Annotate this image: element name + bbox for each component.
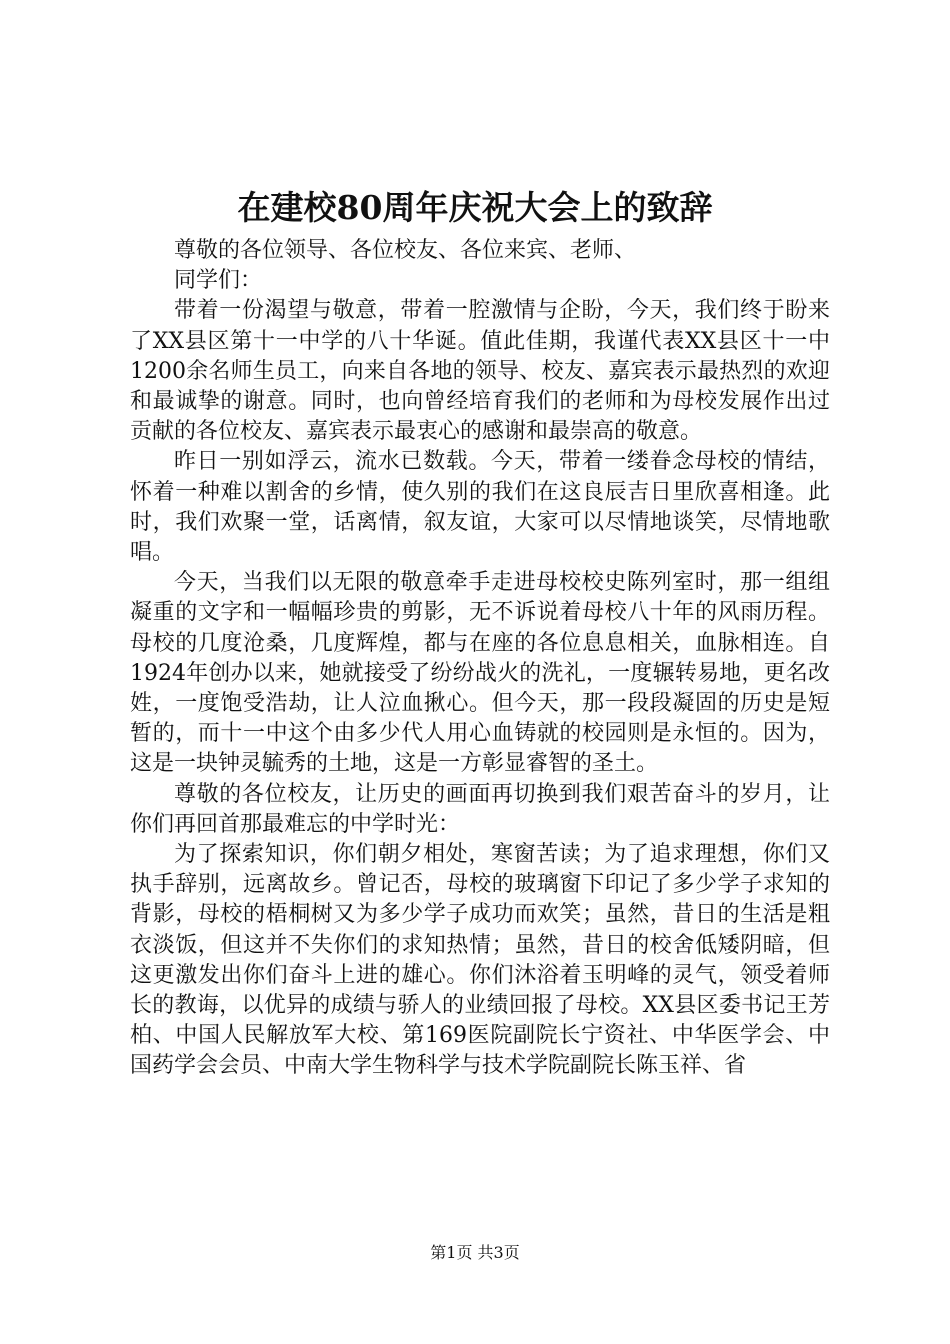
document-title: 在建校80周年庆祝大会上的致辞 [237,188,713,227]
paragraph-1: 带着一份渴望与敬意，带着一腔激情与企盼，今天，我们终于盼来了XX县区第十一中学的八十华诞。值此佳期，我谨代表XX县区十一中1200余名师生员工，向来自各地的领导、校友、嘉宾表示最热烈的欢迎和最诚挚的谢意。同时，也向曾经培育我们的老师和为母校发展作出过贡献的各位校友、嘉宾表示最衷心的感谢和最崇高的敬意。 [130,298,830,445]
salutation-line-2: 同学们： [174,268,263,294]
paragraph-4: 尊敬的各位校友，让历史的画面再切换到我们艰苦奋斗的岁月，让你们再回首那最难忘的中学时光： [130,781,830,837]
paragraph-5: 为了探索知识，你们朝夕相处，寒窗苦读；为了追求理想，你们又执手辞别，远离故乡。曾记否，母校的玻璃窗下印记了多少学子求知的背影，母校的梧桐树又为多少学子成功而欢笑；虽然，昔日的生活是粗衣淡饭，但这并不失你们的求知热情；虽然，昔日的校舍低矮阴暗，但这更激发出你们奋斗上进的雄心。你们沐浴着玉明峰的灵气，领受着师长的教诲，以优异的成绩与骄人的业绩回报了母校。XX县区委书记王芳柏、中国人民解放军大校、第169医院副院长宁资社、中华医学会、中国药学会会员、中南大学生物科学与技术学院副院长陈玉祥、省 [130,842,830,1079]
page-number-footer: 第1页 共3页 [430,1243,520,1262]
document-body [130,236,830,1082]
paragraph-2: 昨日一别如浮云，流水已数载。今天，带着一缕眷念母校的情结，怀着一种难以割舍的乡情，使久别的我们在这良辰吉日里欣喜相逢。此时，我们欢聚一堂，话离情，叙友谊，大家可以尽情地谈笑，尽情地歌唱。 [130,449,830,566]
paragraph-3: 今天，当我们以无限的敬意牵手走进母校校史陈列室时，那一组组凝重的文字和一幅幅珍贵的剪影，无不诉说着母校八十年的风雨历程。母校的几度沧桑，几度辉煌，都与在座的各位息息相关，血脉相连。自1924年创办以来，她就接受了纷纷战火的洗礼，一度辗转易地，更名改姓，一度饱受浩劫，让人泣血揪心。但今天，那一段段凝固的历史是短暂的，而十一中这个由多少代人用心血铸就的校园则是永恒的。因为，这是一块钟灵毓秀的土地，这是一方彰显睿智的圣土。 [130,570,830,777]
salutation-line-1: 尊敬的各位领导、各位校友、各位来宾、老师、 [174,238,637,263]
